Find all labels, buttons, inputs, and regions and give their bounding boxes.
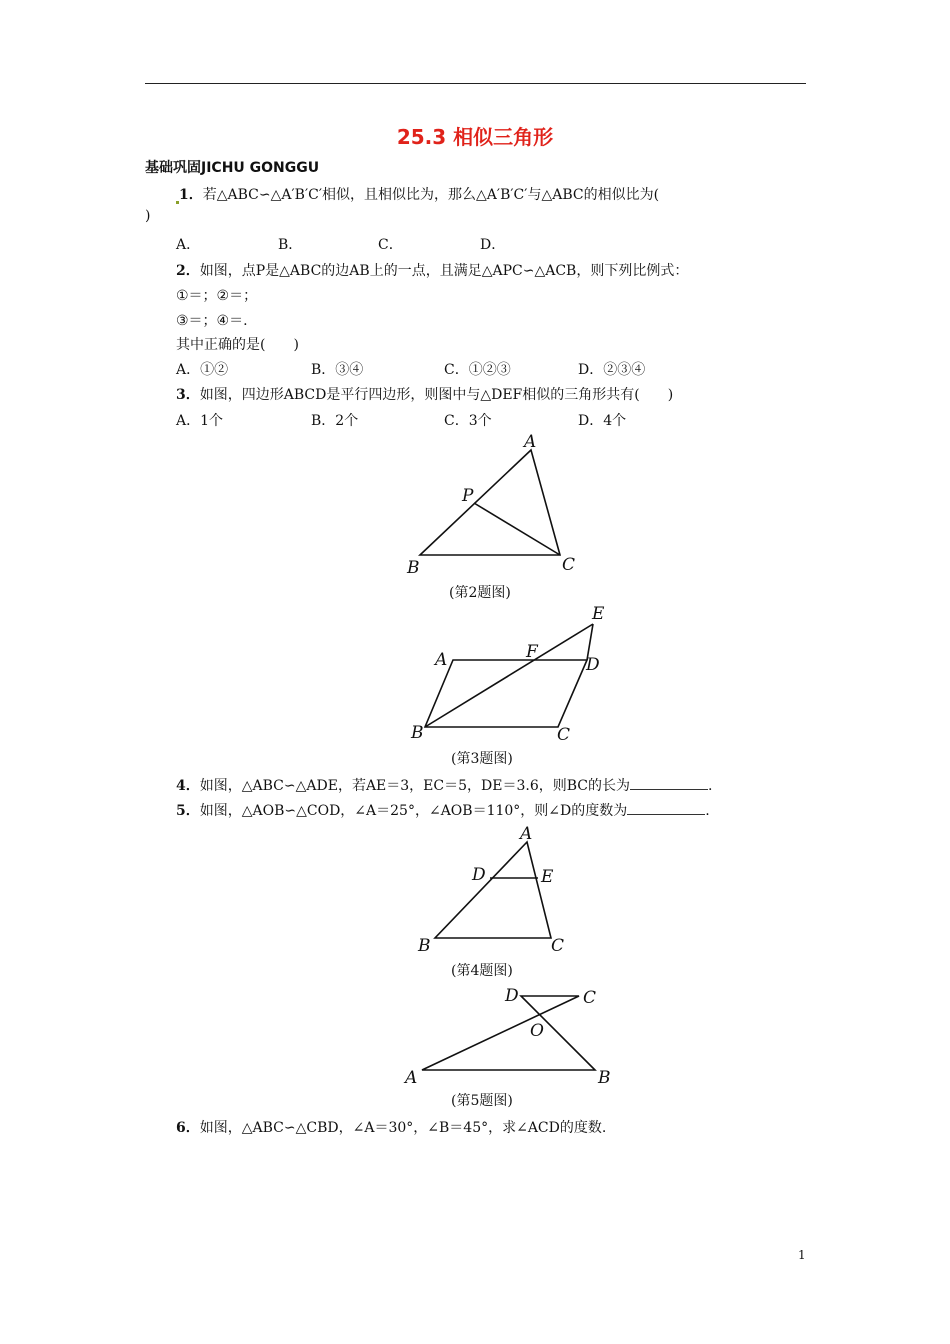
figure-2-caption: [449, 582, 511, 602]
question-2-ratios-1: ①＝；②＝；: [176, 288, 258, 304]
answer-blank: [630, 777, 708, 790]
q3-option-c: C．3个: [444, 413, 492, 429]
label-f: F: [526, 642, 538, 662]
question-6: [176, 1117, 606, 1137]
q3-option-b: B．2个: [311, 413, 359, 429]
answer-blank: [627, 802, 705, 815]
q1-option-a: A．: [176, 237, 201, 253]
label-c: C: [562, 555, 576, 575]
question-4: [176, 775, 712, 795]
question-1-continuation: ): [145, 208, 151, 224]
label-c: C: [583, 988, 597, 1008]
header-rule: [145, 83, 806, 84]
label-e: E: [592, 604, 605, 624]
q2-option-b: B．③④: [311, 362, 364, 378]
label-c: C: [557, 725, 571, 745]
figure-2-caption-text: (第2题图): [449, 585, 511, 601]
question-5-text: 如图，△AOB∽△COD，∠A＝25°，∠AOB＝110°，则∠D的度数为: [199, 803, 628, 819]
figure-3-caption: (第3题图): [451, 751, 513, 767]
question-1-number: 1．: [179, 187, 203, 203]
question-1: [176, 184, 659, 204]
question-3-text: 如图，四边形ABCD是平行四边形，则图中与△DEF相似的三角形共有( ): [199, 387, 674, 403]
label-p: P: [462, 486, 474, 506]
figure-3: [400, 600, 620, 750]
section-heading: 基础巩固JICHU GONGGU: [145, 160, 320, 176]
question-4-text: 如图，△ABC∽△ADE，若AE＝3，EC＝5，DE＝3.6，则BC的长为: [199, 778, 630, 794]
q1-option-d: D．: [480, 237, 506, 253]
label-o: O: [530, 1021, 544, 1041]
question-5-number: 5．: [176, 803, 200, 819]
label-a: A: [524, 432, 537, 452]
figure-4: [400, 820, 580, 960]
triangle-abc: [420, 450, 560, 555]
label-d: D: [505, 986, 519, 1006]
page-number: 1: [798, 1248, 806, 1262]
figure-2: [400, 425, 600, 580]
parallelogram-abcd: [425, 660, 587, 727]
figure-5-caption: (第5题图): [451, 1093, 513, 1109]
figure-5: [400, 985, 630, 1090]
question-1-text: 若△ABC∽△A′B′C′相似，且相似比为，那么△A′B′C′与△ABC的相似比为(: [202, 187, 660, 203]
question-2-ratios-2: ③＝；④＝.: [176, 313, 248, 329]
question-2-number: 2．: [176, 263, 200, 279]
label-d: D: [586, 655, 600, 675]
question-3-number: 3．: [176, 387, 200, 403]
question-3: [176, 384, 673, 404]
question-2-text: 如图，点P是△ABC的边AB上的一点，且满足△APC∽△ACB，则下列比例式：: [199, 263, 689, 279]
q2-option-d: D．②③④: [578, 362, 646, 378]
q3-option-a: A．1个: [176, 413, 224, 429]
question-2-prompt: 其中正确的是( ): [176, 337, 299, 353]
label-c: C: [551, 936, 565, 956]
question-4-number: 4．: [176, 778, 200, 794]
bowtie-lines: [422, 996, 595, 1070]
question-5-end: .: [705, 803, 710, 819]
label-a: A: [405, 1068, 418, 1088]
label-b: B: [411, 723, 424, 743]
label-a: A: [435, 650, 448, 670]
label-a: A: [520, 824, 533, 844]
label-b: B: [407, 558, 420, 578]
q2-option-a: A．①②: [176, 362, 229, 378]
q1-option-b: B．: [278, 237, 303, 253]
label-b: B: [598, 1068, 611, 1088]
q3-option-d: D．4个: [578, 413, 627, 429]
question-4-end: .: [707, 778, 713, 794]
question-2: [176, 260, 688, 280]
segment-be: [425, 624, 593, 727]
question-6-text: 如图，△ABC∽△CBD，∠A＝30°，∠B＝45°，求∠ACD的度数.: [199, 1120, 607, 1136]
q1-option-c: C．: [378, 237, 403, 253]
page-title: 25.3 相似三角形: [396, 125, 554, 149]
figure-4-caption: (第4题图): [451, 963, 513, 979]
triangle-abc: [435, 842, 551, 938]
q2-option-c: C．①②③: [444, 362, 511, 378]
question-6-number: 6．: [176, 1120, 200, 1136]
label-e: E: [541, 867, 554, 887]
label-d: D: [472, 865, 486, 885]
label-b: B: [418, 936, 431, 956]
question-5: [176, 800, 710, 820]
